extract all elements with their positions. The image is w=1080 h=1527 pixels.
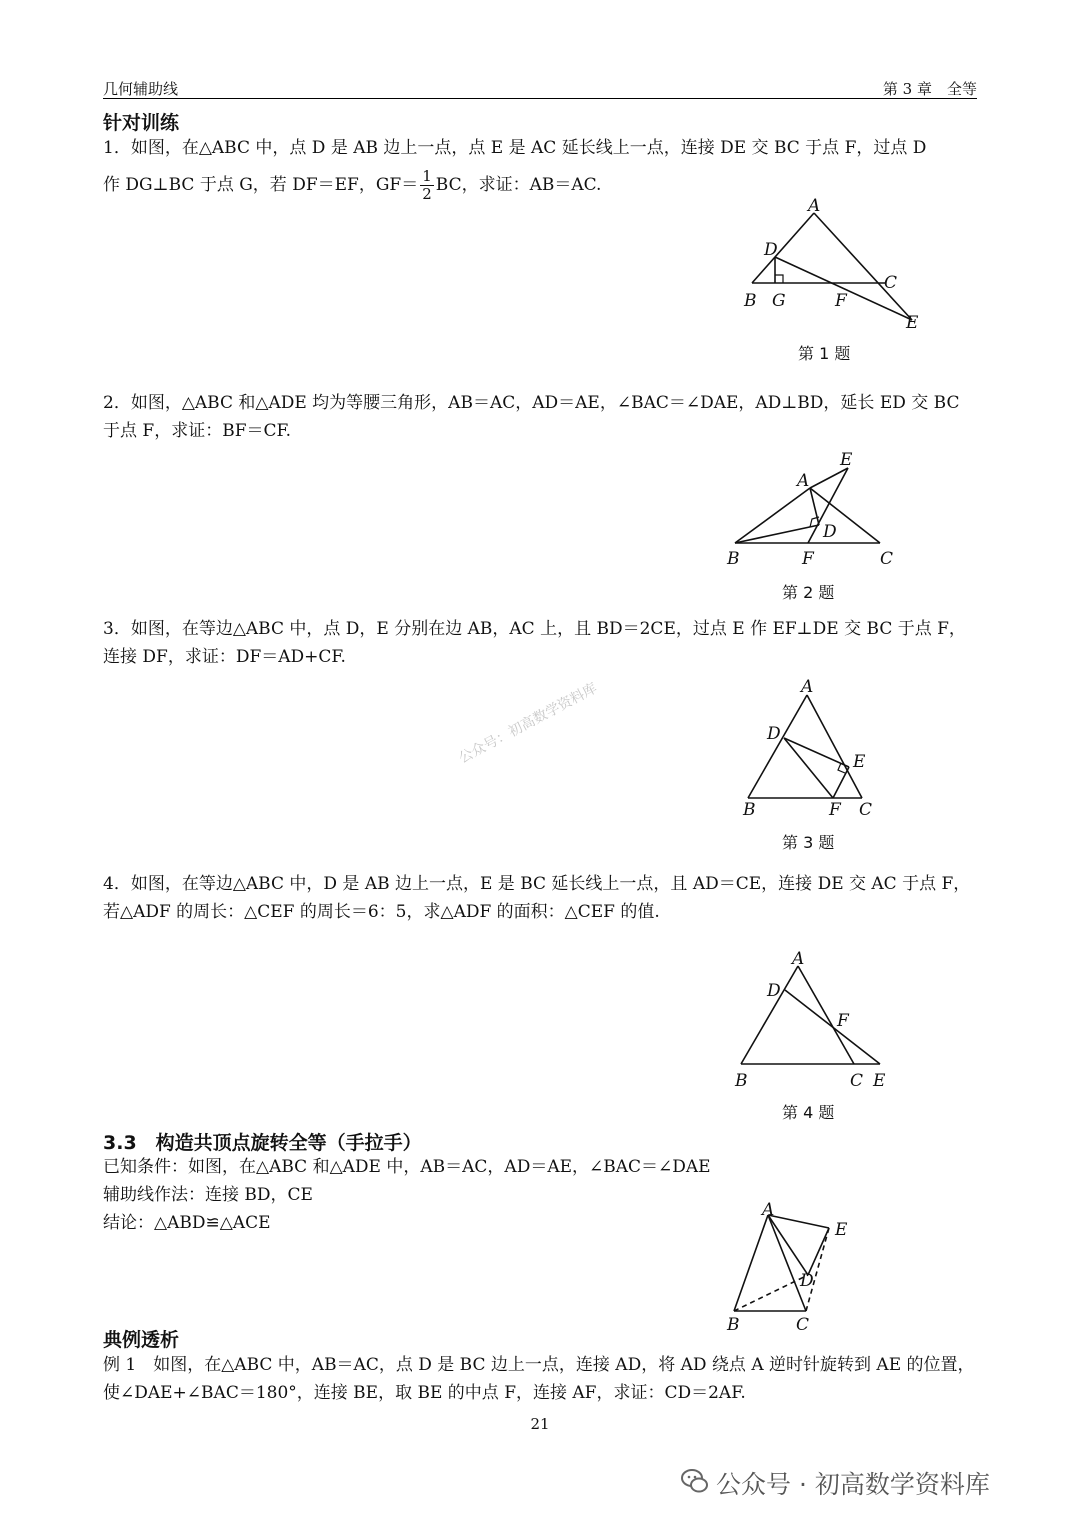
- fig4-label-f: F: [837, 1011, 849, 1031]
- page-number: 21: [530, 1415, 550, 1433]
- fig4-label-c: C: [850, 1071, 864, 1091]
- figure-4-caption: 第 4 题: [782, 1103, 835, 1122]
- figure-2-caption: 第 2 题: [782, 583, 835, 602]
- fig4-label-d: D: [767, 981, 781, 1001]
- footer-account: 公众号 · 初高数学资料库: [716, 1470, 990, 1499]
- fig3-line-de: [784, 738, 849, 767]
- fig1-label-b: B: [744, 291, 757, 311]
- section-title-training: 针对训练: [103, 112, 180, 134]
- section-title-3-3: 3.3 构造共顶点旋转全等（手拉手）: [103, 1132, 422, 1154]
- figure-4: [730, 960, 890, 1070]
- fig1-label-c: C: [884, 273, 898, 293]
- fig3-label-f: F: [829, 800, 841, 820]
- problem-1-line1: 1．如图，在△ABC 中，点 D 是 AB 边上一点，点 E 是 AC 延长线上一点，连接 DE 交 BC 于点 F，过点 D: [103, 138, 927, 158]
- figure-3: [740, 690, 880, 800]
- fig1-label-d: D: [764, 240, 778, 260]
- fraction-numerator: 1: [422, 167, 432, 185]
- fig3-line-ac: [807, 695, 862, 798]
- fig5-label-d: D: [800, 1271, 814, 1291]
- fig5-line-ab: [734, 1215, 768, 1311]
- fig3-label-e: E: [853, 752, 866, 772]
- fig5-dashed-ce: [806, 1228, 829, 1311]
- problem-2-text: 2．如图，△ABC 和△ADE 均为等腰三角形，AB＝AC，AD＝AE，∠BAC＝∠DAE，AD⊥BD，延长 ED 交 BC 于点 F，求证：BF＝CF.: [103, 393, 960, 441]
- fraction-denominator: 2: [422, 185, 432, 203]
- problem-1-line2b: BC，求证：AB＝AC.: [435, 175, 602, 195]
- fig4-label-b: B: [735, 1071, 748, 1091]
- fig1-label-a: A: [808, 196, 821, 216]
- auxiliary-method: 辅助线作法：连接 BD，CE: [103, 1185, 313, 1205]
- example-1-text: 例 1 如图，在△ABC 中，AB＝AC，点 D 是 BC 边上一点，连接 AD，将 AD 绕点 A 逆时针旋转到 AE 的位置，使∠DAE+∠BAC＝180°，连接 BE，取 BE 的中点 F，连接 AF，求证：CD＝2AF.: [103, 1355, 975, 1403]
- fig1-line-ae: [814, 213, 912, 320]
- conclusion: 结论：△ABD≌△ACE: [103, 1213, 271, 1233]
- header-left: 几何辅助线: [103, 80, 179, 98]
- fig2-line-ac: [810, 488, 880, 543]
- wechat-icon: [680, 1466, 710, 1496]
- fig5-line-ae: [768, 1215, 829, 1228]
- known-condition: 已知条件：如图，在△ABC 和△ADE 中，AB＝AC，AD＝AE，∠BAC＝∠DAE: [103, 1157, 711, 1177]
- figure-1-caption: 第 1 题: [798, 344, 851, 363]
- fig2-label-a: A: [797, 471, 810, 491]
- watermark: 公众号：初高数学资料库: [456, 680, 600, 767]
- fig5-label-c: C: [796, 1315, 810, 1335]
- problem-1-line2a: 作 DG⊥BC 于点 G，若 DF＝EF，GF＝: [103, 175, 419, 195]
- fig2-label-e: E: [840, 450, 853, 470]
- fig2-label-f: F: [802, 549, 814, 569]
- fig3-label-c: C: [859, 800, 873, 820]
- figure-2: [720, 455, 900, 555]
- fig3-label-b: B: [743, 800, 756, 820]
- problem-4-text: 4．如图，在等边△ABC 中，D 是 AB 边上一点，E 是 BC 延长线上一点，且 AD＝CE，连接 DE 交 AC 于点 F，若△ADF 的周长：△CEF 的周长＝6：5，求△ADF 的面积：△CEF 的值.: [103, 874, 971, 922]
- fig4-line-de: [785, 990, 880, 1064]
- figure-3-caption: 第 3 题: [782, 833, 835, 852]
- section-title-examples: 典例透析: [103, 1329, 180, 1351]
- fig3-label-d: D: [767, 724, 781, 744]
- page-header: [103, 78, 977, 99]
- header-right: 第 3 章 全等: [882, 80, 977, 98]
- fig3-label-a: A: [801, 677, 814, 697]
- fig1-label-g: G: [772, 291, 786, 311]
- fig2-label-c: C: [880, 549, 894, 569]
- problem-3-text: 3．如图，在等边△ABC 中，点 D，E 分别在边 AB，AC 上，且 BD＝2CE，过点 E 作 EF⊥DE 交 BC 于点 F，连接 DF，求证：DF＝AD+CF.: [103, 619, 966, 667]
- fig1-line-ab: [752, 213, 814, 283]
- fig4-label-a: A: [792, 949, 805, 969]
- fig1-label-f: F: [835, 291, 847, 311]
- fig5-label-b: B: [727, 1315, 740, 1335]
- problem-1-text: [103, 134, 979, 203]
- fig1-right-angle: [775, 275, 783, 283]
- fig5-line-de: [808, 1228, 829, 1275]
- fig1-label-e: E: [906, 313, 919, 333]
- fig3-line-df: [784, 738, 833, 798]
- figure-5: [725, 1205, 848, 1320]
- fig3-line-ab: [748, 695, 807, 798]
- fig2-label-b: B: [727, 549, 740, 569]
- fraction-half: [420, 168, 434, 203]
- figure-1: [730, 195, 930, 335]
- fig5-label-a: A: [762, 1200, 775, 1220]
- fig2-label-d: D: [823, 522, 837, 542]
- fig4-label-e: E: [873, 1071, 886, 1091]
- fig5-label-e: E: [835, 1220, 848, 1240]
